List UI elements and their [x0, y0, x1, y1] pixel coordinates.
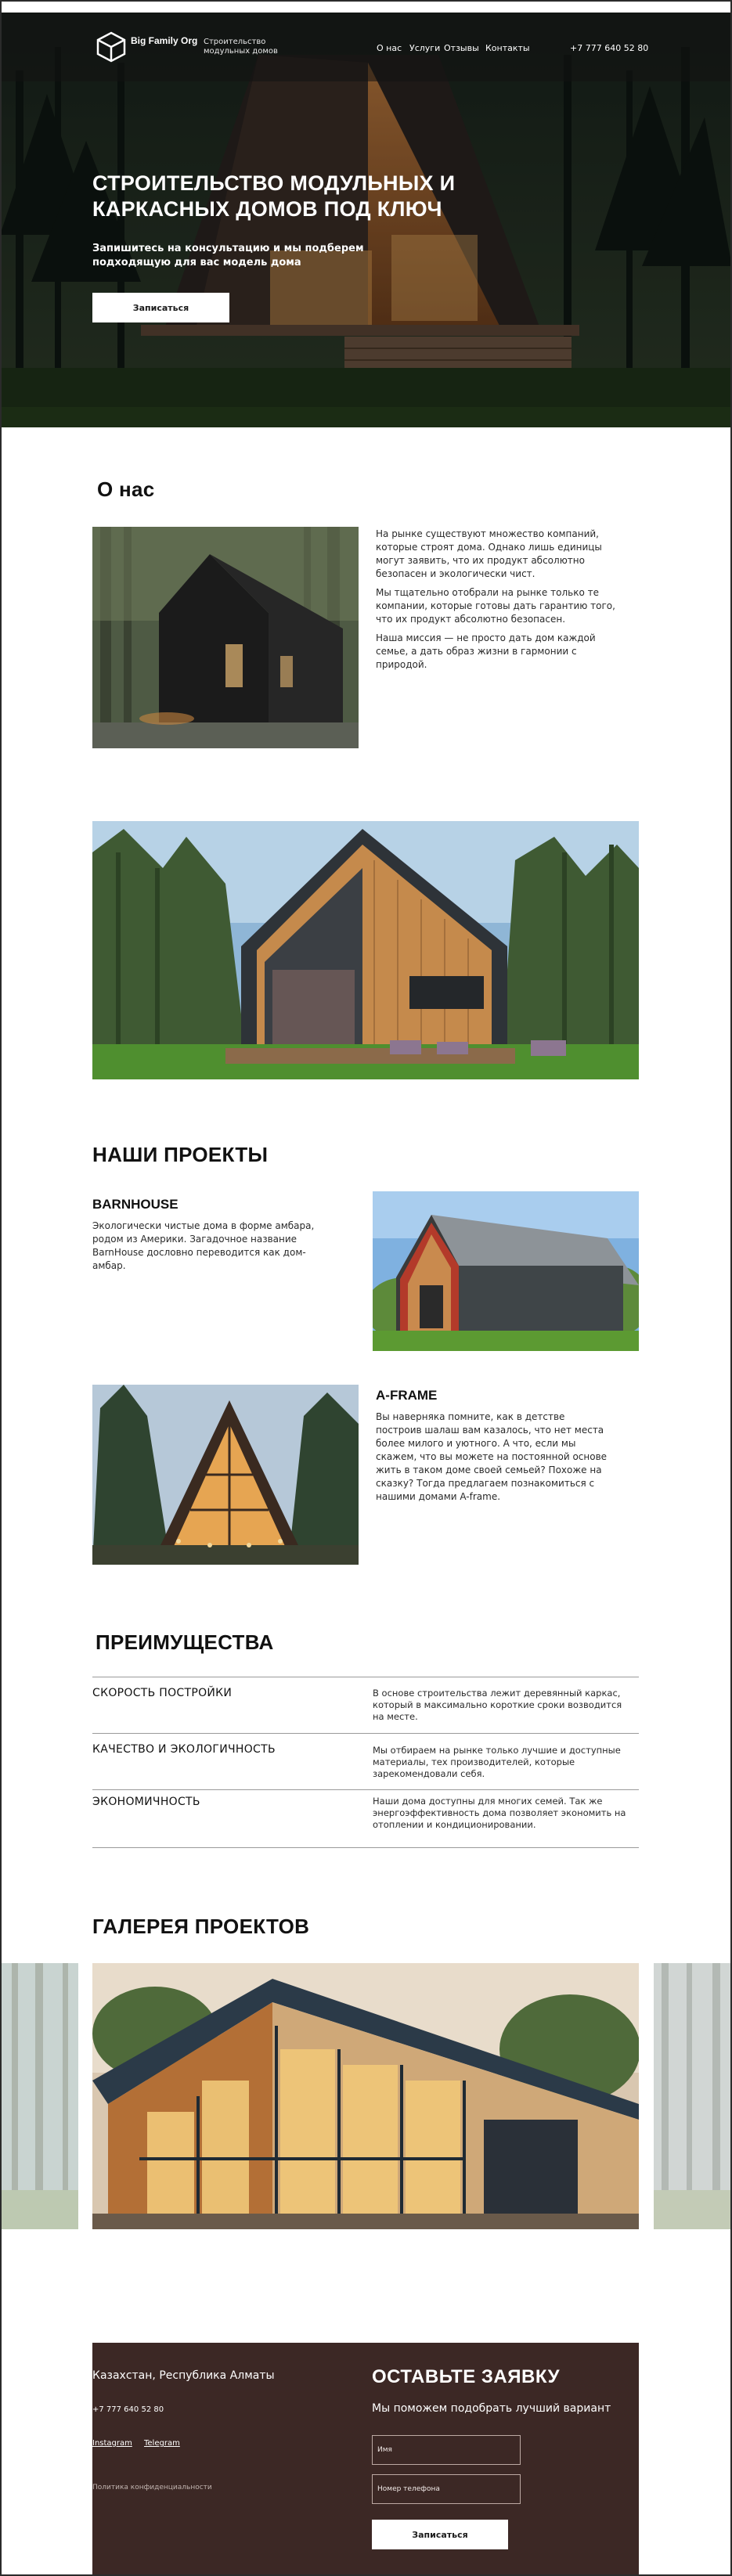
request-form-subtitle: Мы поможем подобрать лучший вариант [372, 2402, 611, 2415]
top-strip [0, 0, 732, 13]
aframe-photo [92, 1385, 359, 1565]
header-phone[interactable]: +7 777 640 52 80 [570, 43, 649, 53]
about-photo [92, 527, 359, 748]
footer-phone[interactable]: +7 777 640 52 80 [92, 2405, 164, 2414]
project-text-barnhouse: Экологически чистые дома в форме амбара, родом из Америки. Загадочное название BarnHouse дословно переводится как дом-амбар. [92, 1220, 315, 1271]
hero-subtitle: Запишитесь на консультацию и мы подберем подходящую для вас модель дома [92, 243, 364, 268]
featured-house-photo [92, 821, 639, 1079]
instagram-link[interactable]: Instagram [92, 2439, 132, 2448]
advantage-name-economy: ЭКОНОМИЧНОСТЬ [92, 1796, 200, 1808]
hero-signup-button[interactable]: Записаться [92, 293, 229, 322]
project-name-aframe: A-FRAME [376, 1388, 438, 1403]
gallery-title: ГАЛЕРЕЯ ПРОЕКТОВ [92, 1915, 310, 1938]
about-title: О нас [97, 477, 155, 501]
tagline: Строительство модульных домов [204, 38, 278, 56]
advantage-text-speed: В основе строительства лежит деревянный каркас, который в максимально короткие сроки возводится на месте. [373, 1688, 622, 1722]
nav-item-about[interactable]: О нас [377, 43, 402, 53]
cube-logo-icon [96, 31, 126, 63]
project-text-aframe: Вы наверняка помните, как в детстве построив шалаш вам казалось, что нет места более милого и уютного. А что, если мы скажем, что вы можете на постоянной основе жить в таком доме своей семьей? Похоже на сказку? Тогда предлагаем познакомиться с нашими домами A-frame. [376, 1411, 608, 1502]
gallery-main-photo[interactable] [92, 1963, 639, 2229]
advantages-title: ПРЕИМУЩЕСТВА [96, 1630, 274, 1654]
footer-contact-section [92, 2343, 639, 2576]
nav-item-contacts[interactable]: Контакты [485, 43, 530, 53]
request-submit-button[interactable]: Записаться [372, 2520, 508, 2549]
name-input[interactable] [372, 2435, 521, 2465]
request-form-title: ОСТАВЬТЕ ЗАЯВКУ [372, 2366, 560, 2387]
phone-input[interactable] [372, 2474, 521, 2504]
advantage-name-speed: СКОРОСТЬ ПОСТРОЙКИ [92, 1687, 233, 1699]
logo-text: Big Family Org [131, 35, 198, 46]
about-paragraph-3: Наша миссия — не просто дать дом каждой семье, а дать образ жизни в гармонии с природой. [376, 632, 596, 670]
hero-section [0, 0, 732, 427]
advantage-text-economy: Наши дома доступны для многих семей. Так же энергоэффективность дома позволяет экономить на отоплении и кондиционировании. [373, 1796, 626, 1830]
footer-address: Казахстан, Республика Алматы [92, 2369, 275, 2382]
about-paragraph-2: Мы тщательно отобрали на рынке только те компании, которые готовы дать гарантию того, что их продукт абсолютно безопасен. [376, 587, 615, 625]
hero-title: СТРОИТЕЛЬСТВО МОДУЛЬНЫХ И КАРКАСНЫХ ДОМОВ ПОД КЛЮЧ [92, 171, 456, 221]
projects-title: НАШИ ПРОЕКТЫ [92, 1143, 269, 1166]
nav-item-services[interactable]: Услуги [409, 43, 441, 53]
privacy-policy-link[interactable]: Политика конфиденциальности [92, 2484, 212, 2491]
logo[interactable] [96, 31, 222, 63]
gallery-prev-photo[interactable] [0, 1963, 78, 2229]
divider [92, 1733, 639, 1734]
nav-item-reviews[interactable]: Отзывы [444, 43, 479, 53]
divider [92, 1789, 639, 1790]
about-paragraph-1: На рынке существуют множество компаний, которые строят дома. Однако лишь единицы могут заявить, что их продукт абсолютно безопасен и экологически чист. [376, 528, 602, 579]
advantage-text-quality: Мы отбираем на рынке только лучшие и доступные материалы, тех производителей, которые зарекомендовали себя. [373, 1745, 621, 1779]
divider [92, 1847, 639, 1848]
gallery-next-photo[interactable] [654, 1963, 732, 2229]
barnhouse-photo [373, 1191, 639, 1351]
advantage-name-quality: КАЧЕСТВО И ЭКОЛОГИЧНОСТЬ [92, 1743, 276, 1756]
project-name-barnhouse: BARNHOUSE [92, 1197, 178, 1212]
telegram-link[interactable]: Telegram [144, 2439, 180, 2448]
